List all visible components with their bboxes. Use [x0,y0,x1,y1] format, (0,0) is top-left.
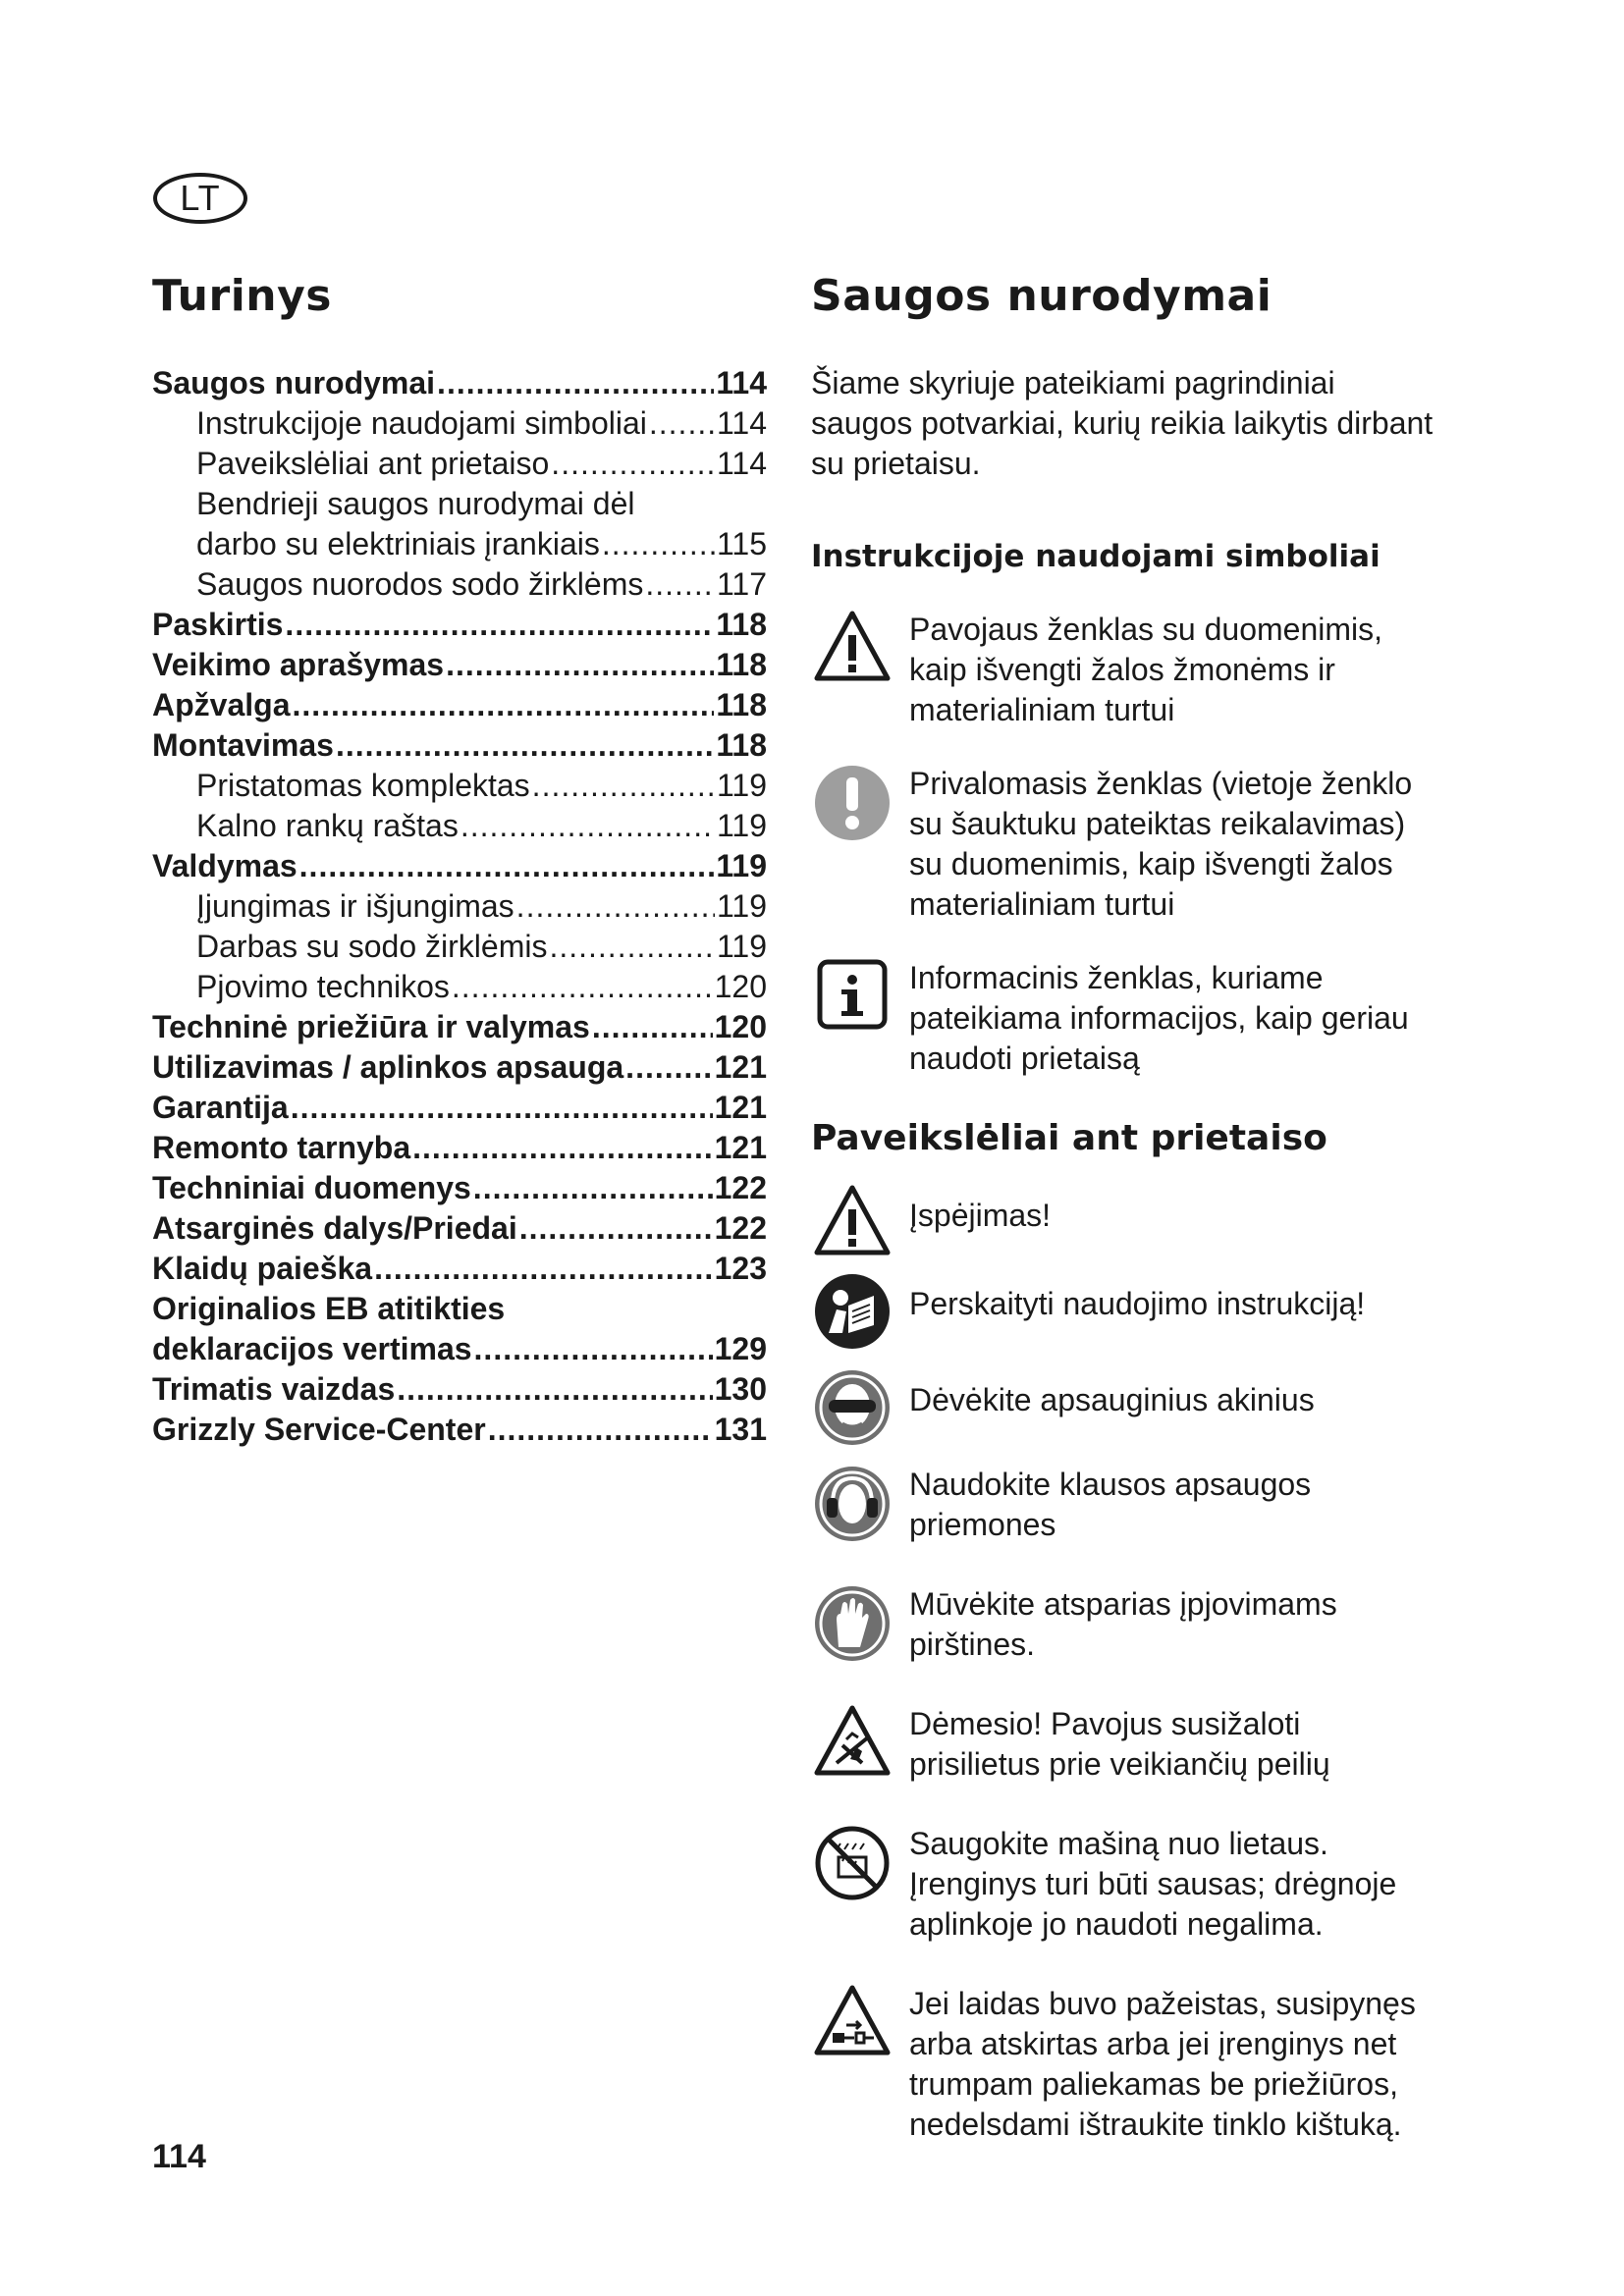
blade-hazard-icon [811,1704,893,1777]
picture-item [811,1984,1439,2145]
toc-entry[interactable] [152,645,767,685]
safety-goggles-icon [811,1368,893,1447]
toc-entry-text: Bendrieji saugos nurodymai dėl [196,486,635,521]
toc-entry-page: 121 [714,1090,767,1125]
toc-entry[interactable] [152,1369,767,1410]
toc-entry-text: Atsarginės dalys/Priedai [152,1210,517,1246]
picture-item [811,1584,1439,1665]
toc-entry-page: 118 [716,687,767,722]
toc-entry[interactable] [152,363,767,403]
pictures-list [811,1184,1439,2145]
toc-entry-page: 119 [716,768,767,803]
unplug-icon [811,1984,893,2056]
symbol-item [811,958,1439,1079]
toc-entry-page: 119 [716,848,767,883]
page-number: 114 [152,2138,206,2175]
info-icon [811,958,893,1031]
toc-entry-text: Klaidų paieška [152,1251,373,1286]
toc-entry-text: Kalno rankų raštas [196,808,459,843]
toc-entry[interactable] [152,685,767,725]
toc-entry-page: 129 [714,1331,767,1366]
toc-entry-page: 114 [716,405,767,441]
toc-entry-text: Paskirtis [152,607,284,642]
symbols-title: Instrukcijoje naudojami simboliai [811,539,1380,574]
toc-entry-page: 122 [714,1210,767,1246]
toc-entry-text: Grizzly Service-Center [152,1412,486,1447]
toc-entry-text: Trimatis vaizdas [152,1371,396,1407]
symbols-list [811,610,1439,1079]
toc-entry-page: 120 [714,969,767,1004]
toc-entry-text: Originalios EB atitikties [152,1291,506,1326]
toc-entry-page: 121 [714,1130,767,1165]
toc-entry-text: Apžvalga [152,687,291,722]
toc-entry-page: 114 [716,365,767,400]
warning-triangle-icon [811,610,893,682]
read-manual-icon [811,1272,893,1351]
symbol-text: Informacinis ženklas, kuriame pateikiama informacijos, kaip geriau naudoti prietaisą [909,960,1409,1076]
no-rain-icon [811,1824,893,1902]
toc-entry-page: 114 [716,446,767,481]
toc-entry[interactable] [152,886,767,927]
toc-entry-page: 120 [714,1009,767,1044]
toc-entry[interactable] [152,806,767,846]
symbol-item [811,610,1439,730]
pictures-title: Paveikslėliai ant prietaiso [811,1118,1327,1158]
toc-entry-text: Instrukcijoje naudojami simboliai [196,405,647,441]
toc-entry-text: Veikimo aprašymas [152,647,445,682]
toc-entry-page: 121 [714,1049,767,1085]
toc-entry-page: 115 [716,526,767,561]
picture-item [811,1824,1439,1945]
picture-text: Naudokite klausos apsaugos priemones [909,1467,1312,1542]
picture-item [811,1272,1439,1351]
toc-entry-text: darbo su elektriniais įrankiais [196,526,600,561]
toc-entry[interactable] [152,1289,767,1329]
toc-entry-text: Saugos nuorodos sodo žirklėms [196,566,644,602]
toc-entry-text: Pjovimo technikos [196,969,450,1004]
toc-entry-page: 118 [716,647,767,682]
toc-entry[interactable] [152,1047,767,1088]
toc-entry[interactable] [152,564,767,605]
toc-entry-text: deklaracijos vertimas [152,1331,472,1366]
safety-title: Saugos nurodymai [811,271,1272,321]
toc-entry-text: Montavimas [152,727,334,763]
picture-text: Įspėjimas! [909,1198,1052,1233]
toc-entry[interactable] [152,766,767,806]
toc-entry-page: 119 [716,929,767,964]
toc-entry-text: Valdymas [152,848,298,883]
picture-item [811,1184,1439,1256]
toc-entry-text: Darbas su sodo žirklėmis [196,929,548,964]
language-badge: LT [153,173,247,224]
toc-entry-text: Pristatomas komplektas [196,768,530,803]
picture-item [811,1704,1439,1785]
picture-text: Dėmesio! Pavojus susižaloti prisilietus prie veikiančių peilių [909,1706,1330,1782]
toc-entry-page: 117 [716,566,767,602]
toc-entry-text: Utilizavimas / aplinkos apsauga [152,1049,624,1085]
toc-entry-text: Paveikslėliai ant prietaiso [196,446,550,481]
picture-item [811,1465,1439,1545]
picture-text: Dėvėkite apsauginius akinius [909,1382,1315,1417]
toc-entry-page: 118 [716,727,767,763]
toc-entry[interactable] [152,484,767,524]
toc-entry-text: Techniniai duomenys [152,1170,471,1205]
toc-entry[interactable] [152,1168,767,1208]
toc-entry[interactable] [152,1088,767,1128]
table-of-contents [152,363,767,1450]
toc-entry[interactable] [152,403,767,444]
toc-entry[interactable] [152,605,767,645]
toc-entry-text: Remonto tarnyba [152,1130,411,1165]
toc-entry-text: Garantija [152,1090,289,1125]
toc-entry[interactable] [152,1128,767,1168]
picture-text: Mūvėkite atsparias įpjovimams pirštines. [909,1586,1337,1662]
toc-entry[interactable] [152,725,767,766]
toc-entry-page: 119 [716,808,767,843]
toc-entry[interactable] [152,846,767,886]
toc-entry[interactable] [152,967,767,1007]
symbol-text: Pavojaus ženklas su duomenimis, kaip išvengti žalos žmonėms ir materialiniam turtui [909,612,1383,727]
toc-entry-text: Techninė priežiūra ir valymas [152,1009,590,1044]
gloves-icon [811,1584,893,1663]
toc-entry-page: 119 [716,888,767,924]
toc-entry-page: 118 [716,607,767,642]
toc-entry[interactable] [152,1410,767,1450]
safety-intro: Šiame skyriuje pateikiami pagrindiniai saugos potvarkiai, kurių reikia laikytis dirbant su prietaisu. [811,365,1434,481]
picture-text: Jei laidas buvo pažeistas, susipynęs arba atskirtas arba jei įrenginys net trumpam paliekamas be priežiūros, nedelsdami ištraukite tinklo kištuką. [909,1986,1416,2142]
toc-entry[interactable] [152,1249,767,1289]
toc-entry-text: Įjungimas ir išjungimas [196,888,514,924]
toc-entry[interactable] [152,927,767,967]
picture-text: Perskaityti naudojimo instrukciją! [909,1286,1366,1321]
toc-entry-page: 122 [714,1170,767,1205]
ear-protection-icon [811,1465,893,1543]
picture-item [811,1368,1439,1447]
toc-entry[interactable] [152,1208,767,1249]
toc-entry[interactable] [152,1007,767,1047]
toc-entry-page: 123 [714,1251,767,1286]
toc-entry[interactable] [152,444,767,484]
toc-entry-page: 130 [714,1371,767,1407]
symbol-text: Privalomasis ženklas (vietoje ženklo su šauktuku pateiktas reikalavimas) su duomenimis, kaip išvengti žalos materialiniam turtui [909,766,1413,922]
toc-entry-text: Saugos nurodymai [152,365,436,400]
toc-entry[interactable] [152,524,767,564]
mandatory-exclamation-icon [811,764,893,842]
warning-triangle-icon [811,1184,893,1256]
toc-entry-page: 131 [714,1412,767,1447]
toc-title: Turinys [152,271,332,321]
safety-section [811,363,1439,2145]
symbol-item [811,764,1439,925]
picture-text: Saugokite mašiną nuo lietaus. Įrenginys turi būti sausas; drėgnoje aplinkoje jo naudoti negalima. [909,1826,1397,1942]
toc-entry[interactable] [152,1329,767,1369]
